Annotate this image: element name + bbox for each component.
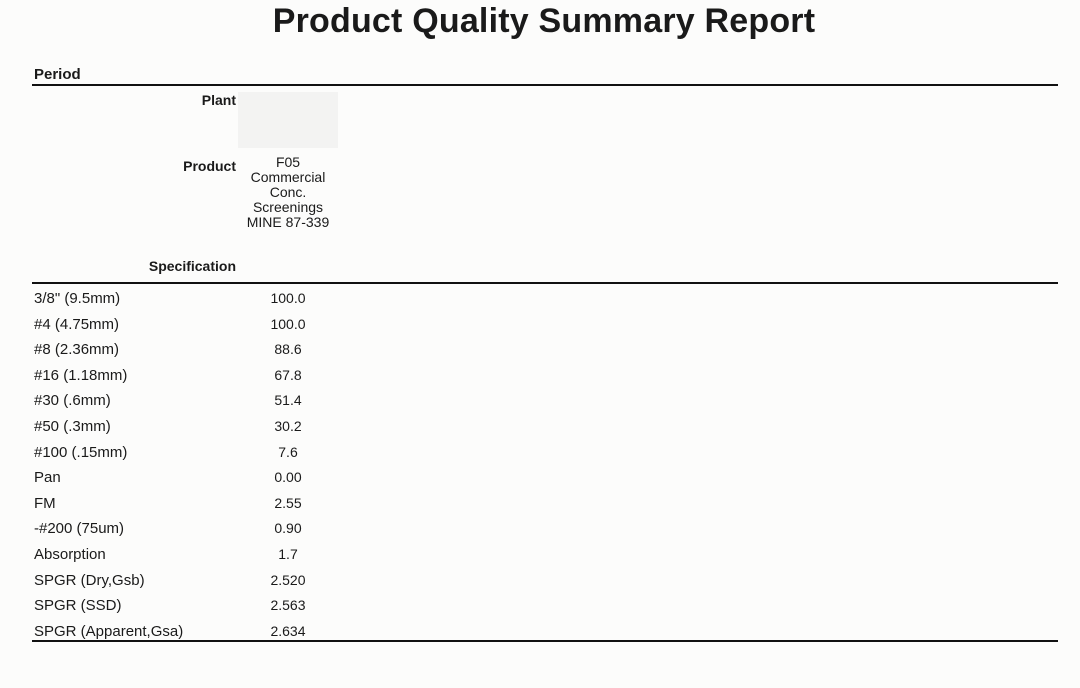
spec-name: #4 (4.75mm) [34, 315, 120, 333]
spec-name: #16 (1.18mm) [34, 366, 128, 384]
spec-row [34, 621, 364, 647]
spec-name: 3/8" (9.5mm) [34, 290, 121, 307]
spec-name: FM [34, 494, 56, 512]
spec-row [34, 467, 364, 493]
spec-value: 2.563 [270, 597, 306, 614]
spec-value: 88.6 [274, 341, 302, 358]
spec-row [34, 390, 364, 416]
spec-name: #50 (.3mm) [34, 417, 111, 435]
product-line: Conc. [269, 184, 307, 200]
spec-row [34, 493, 364, 519]
product-line: MINE 87-339 [246, 214, 330, 230]
spec-row [34, 365, 364, 391]
report-title: Product Quality Summary Report [272, 2, 816, 40]
spec-row [34, 595, 364, 621]
spec-name: SPGR (Apparent,Gsa) [34, 622, 184, 640]
spec-row [34, 442, 364, 468]
product-line: Screenings [252, 199, 324, 215]
spec-value: 67.8 [274, 366, 302, 383]
footer-divider [32, 640, 1058, 642]
product-line: F05 [275, 154, 301, 170]
spec-name: #100 (.15mm) [34, 443, 128, 461]
spec-name: #8 (2.36mm) [34, 341, 120, 359]
spec-value: 2.520 [270, 571, 306, 588]
spec-value: 100.0 [270, 315, 306, 332]
spec-value: 100.0 [270, 290, 306, 306]
spec-value: 30.2 [274, 417, 302, 434]
spec-value: 51.4 [274, 392, 302, 409]
plant-label: Plant [201, 92, 236, 108]
spec-name: SPGR (Dry,Gsb) [34, 571, 145, 589]
spec-value: 7.6 [278, 443, 298, 460]
spec-name: #30 (.6mm) [34, 392, 111, 410]
header-divider [32, 84, 1058, 86]
spec-table [34, 288, 364, 646]
spec-value: 2.55 [274, 494, 302, 511]
spec-row [34, 416, 364, 442]
spec-row [34, 570, 364, 596]
spec-row [34, 339, 364, 365]
spec-row [34, 544, 364, 570]
spec-value: 1.7 [278, 545, 298, 562]
spec-name: Absorption [34, 545, 106, 563]
plant-value-blank [238, 92, 338, 148]
spec-name: Pan [34, 469, 61, 487]
product-value [238, 155, 338, 230]
spec-row [34, 518, 364, 544]
spec-value: 0.00 [274, 469, 302, 486]
spec-name: SPGR (SSD) [34, 597, 122, 615]
specification-label: Specification [148, 258, 236, 274]
spec-row [34, 288, 364, 314]
spec-name: -#200 (75um) [34, 520, 125, 538]
spec-value: 2.634 [270, 622, 306, 639]
spec-divider [32, 282, 1058, 284]
product-line: Commercial [250, 169, 326, 185]
period-label: Period [34, 66, 81, 83]
product-label: Product [183, 158, 236, 174]
spec-row [34, 314, 364, 340]
spec-value: 0.90 [274, 520, 302, 537]
